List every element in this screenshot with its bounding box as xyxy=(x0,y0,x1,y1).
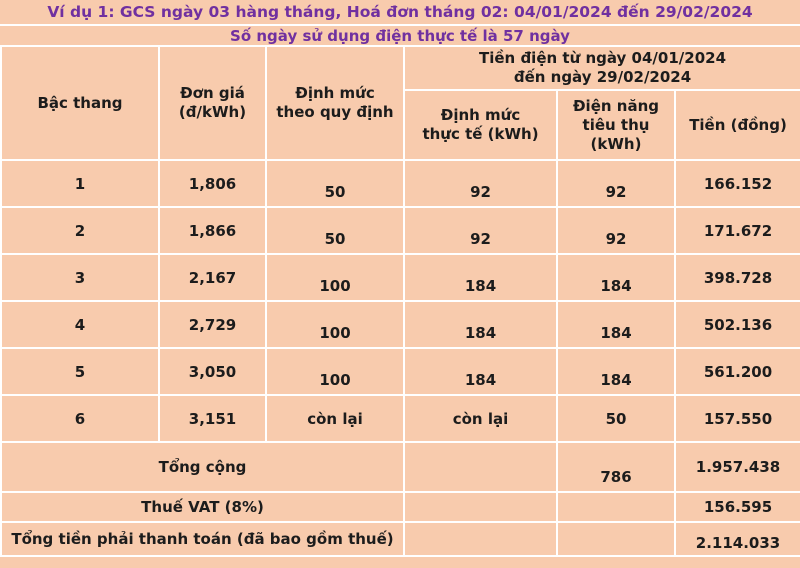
cell-bac-thang: 4 xyxy=(1,301,159,348)
col-header-dien-nang-line2: tiêu thụ xyxy=(582,115,650,134)
col-header-dien-nang-tieu-thu xyxy=(557,90,675,160)
total-label: Tổng cộng xyxy=(1,442,404,492)
cell-dien-nang: 92 xyxy=(557,207,675,254)
cell-dinh-muc-thuc-te: 184 xyxy=(404,254,557,301)
total-empty-cell xyxy=(404,442,557,492)
header-row-merged xyxy=(1,46,800,90)
col-header-dinh-muc-thuc-te-line2: thực tế (kWh) xyxy=(422,125,539,143)
table-row xyxy=(1,348,800,395)
total-row xyxy=(1,442,800,492)
title-line-1: Ví dụ 1: GCS ngày 03 hàng tháng, Hoá đơn tháng 02: 04/01/2024 đến 29/02/2024 xyxy=(0,0,800,26)
cell-dinh-muc-thuc-te: 92 xyxy=(404,207,557,254)
table-row xyxy=(1,160,800,207)
col-header-dien-nang-line3: (kWh) xyxy=(590,134,642,153)
vat-label: Thuế VAT (8%) xyxy=(1,492,404,522)
cell-dinh-muc-quy-dinh: 50 xyxy=(266,160,404,207)
table-row xyxy=(1,395,800,442)
cell-bac-thang: 1 xyxy=(1,160,159,207)
col-header-tien-dien-period xyxy=(404,46,800,90)
cell-tien: 502.136 xyxy=(675,301,800,348)
col-header-dinh-muc-quy-dinh-line1: Định mức xyxy=(295,84,375,102)
cell-dinh-muc-thuc-te: 92 xyxy=(404,160,557,207)
col-header-bac-thang: Bậc thang xyxy=(1,46,159,160)
vat-empty-cell xyxy=(404,492,557,522)
col-header-dien-nang-line1: Điện năng xyxy=(572,96,659,115)
col-header-tien-dong: Tiền (đồng) xyxy=(675,90,800,160)
cell-dien-nang: 184 xyxy=(557,301,675,348)
grand-total-empty-cell xyxy=(404,522,557,556)
cell-bac-thang: 5 xyxy=(1,348,159,395)
col-header-dinh-muc-quy-dinh xyxy=(266,46,404,160)
cell-bac-thang: 3 xyxy=(1,254,159,301)
col-header-don-gia-line1: Đơn giá xyxy=(180,84,245,102)
cell-don-gia: 2,167 xyxy=(159,254,266,301)
vat-row xyxy=(1,492,800,522)
cell-tien: 561.200 xyxy=(675,348,800,395)
cell-don-gia: 1,866 xyxy=(159,207,266,254)
cell-dien-nang: 92 xyxy=(557,160,675,207)
total-dien-nang: 786 xyxy=(557,442,675,492)
col-header-don-gia xyxy=(159,46,266,160)
cell-tien: 171.672 xyxy=(675,207,800,254)
title-line-2: Số ngày sử dụng điện thực tế là 57 ngày xyxy=(230,26,570,45)
cell-don-gia: 3,151 xyxy=(159,395,266,442)
grand-total-empty-cell xyxy=(557,522,675,556)
cell-dinh-muc-quy-dinh: 50 xyxy=(266,207,404,254)
grand-total-tien: 2.114.033 xyxy=(675,522,800,556)
cell-don-gia: 1,806 xyxy=(159,160,266,207)
table-row xyxy=(1,301,800,348)
cell-dinh-muc-quy-dinh: 100 xyxy=(266,301,404,348)
cell-don-gia: 2,729 xyxy=(159,301,266,348)
cell-bac-thang: 6 xyxy=(1,395,159,442)
table-row xyxy=(1,207,800,254)
cell-tien: 398.728 xyxy=(675,254,800,301)
col-header-dinh-muc-quy-dinh-line2: theo quy định xyxy=(276,103,394,121)
total-tien: 1.957.438 xyxy=(675,442,800,492)
cell-dien-nang: 184 xyxy=(557,348,675,395)
col-header-don-gia-line2: (đ/kWh) xyxy=(178,103,247,121)
col-header-dinh-muc-thuc-te-line1: Định mức xyxy=(440,106,521,124)
cell-tien: 166.152 xyxy=(675,160,800,207)
billing-table xyxy=(0,45,800,557)
col-header-dinh-muc-thuc-te xyxy=(404,90,557,160)
vat-empty-cell xyxy=(557,492,675,522)
cell-dinh-muc-thuc-te: 184 xyxy=(404,348,557,395)
cell-dien-nang: 184 xyxy=(557,254,675,301)
table-row xyxy=(1,254,800,301)
cell-don-gia: 3,050 xyxy=(159,348,266,395)
cell-dinh-muc-thuc-te: còn lại xyxy=(404,395,557,442)
cell-dinh-muc-quy-dinh: 100 xyxy=(266,348,404,395)
cell-bac-thang: 2 xyxy=(1,207,159,254)
grand-total-row xyxy=(1,522,800,556)
vat-tien: 156.595 xyxy=(675,492,800,522)
col-header-tien-dien-period-line2: đến ngày 29/02/2024 xyxy=(513,68,692,86)
cell-dinh-muc-quy-dinh: 100 xyxy=(266,254,404,301)
cell-dinh-muc-thuc-te: 184 xyxy=(404,301,557,348)
cell-dien-nang: 50 xyxy=(557,395,675,442)
grand-total-label: Tổng tiền phải thanh toán (đã bao gồm thuế) xyxy=(1,522,404,556)
col-header-tien-dien-period-line1: Tiền điện từ ngày 04/01/2024 xyxy=(479,49,727,67)
cell-dinh-muc-quy-dinh: còn lại xyxy=(266,395,404,442)
cell-tien: 157.550 xyxy=(675,395,800,442)
